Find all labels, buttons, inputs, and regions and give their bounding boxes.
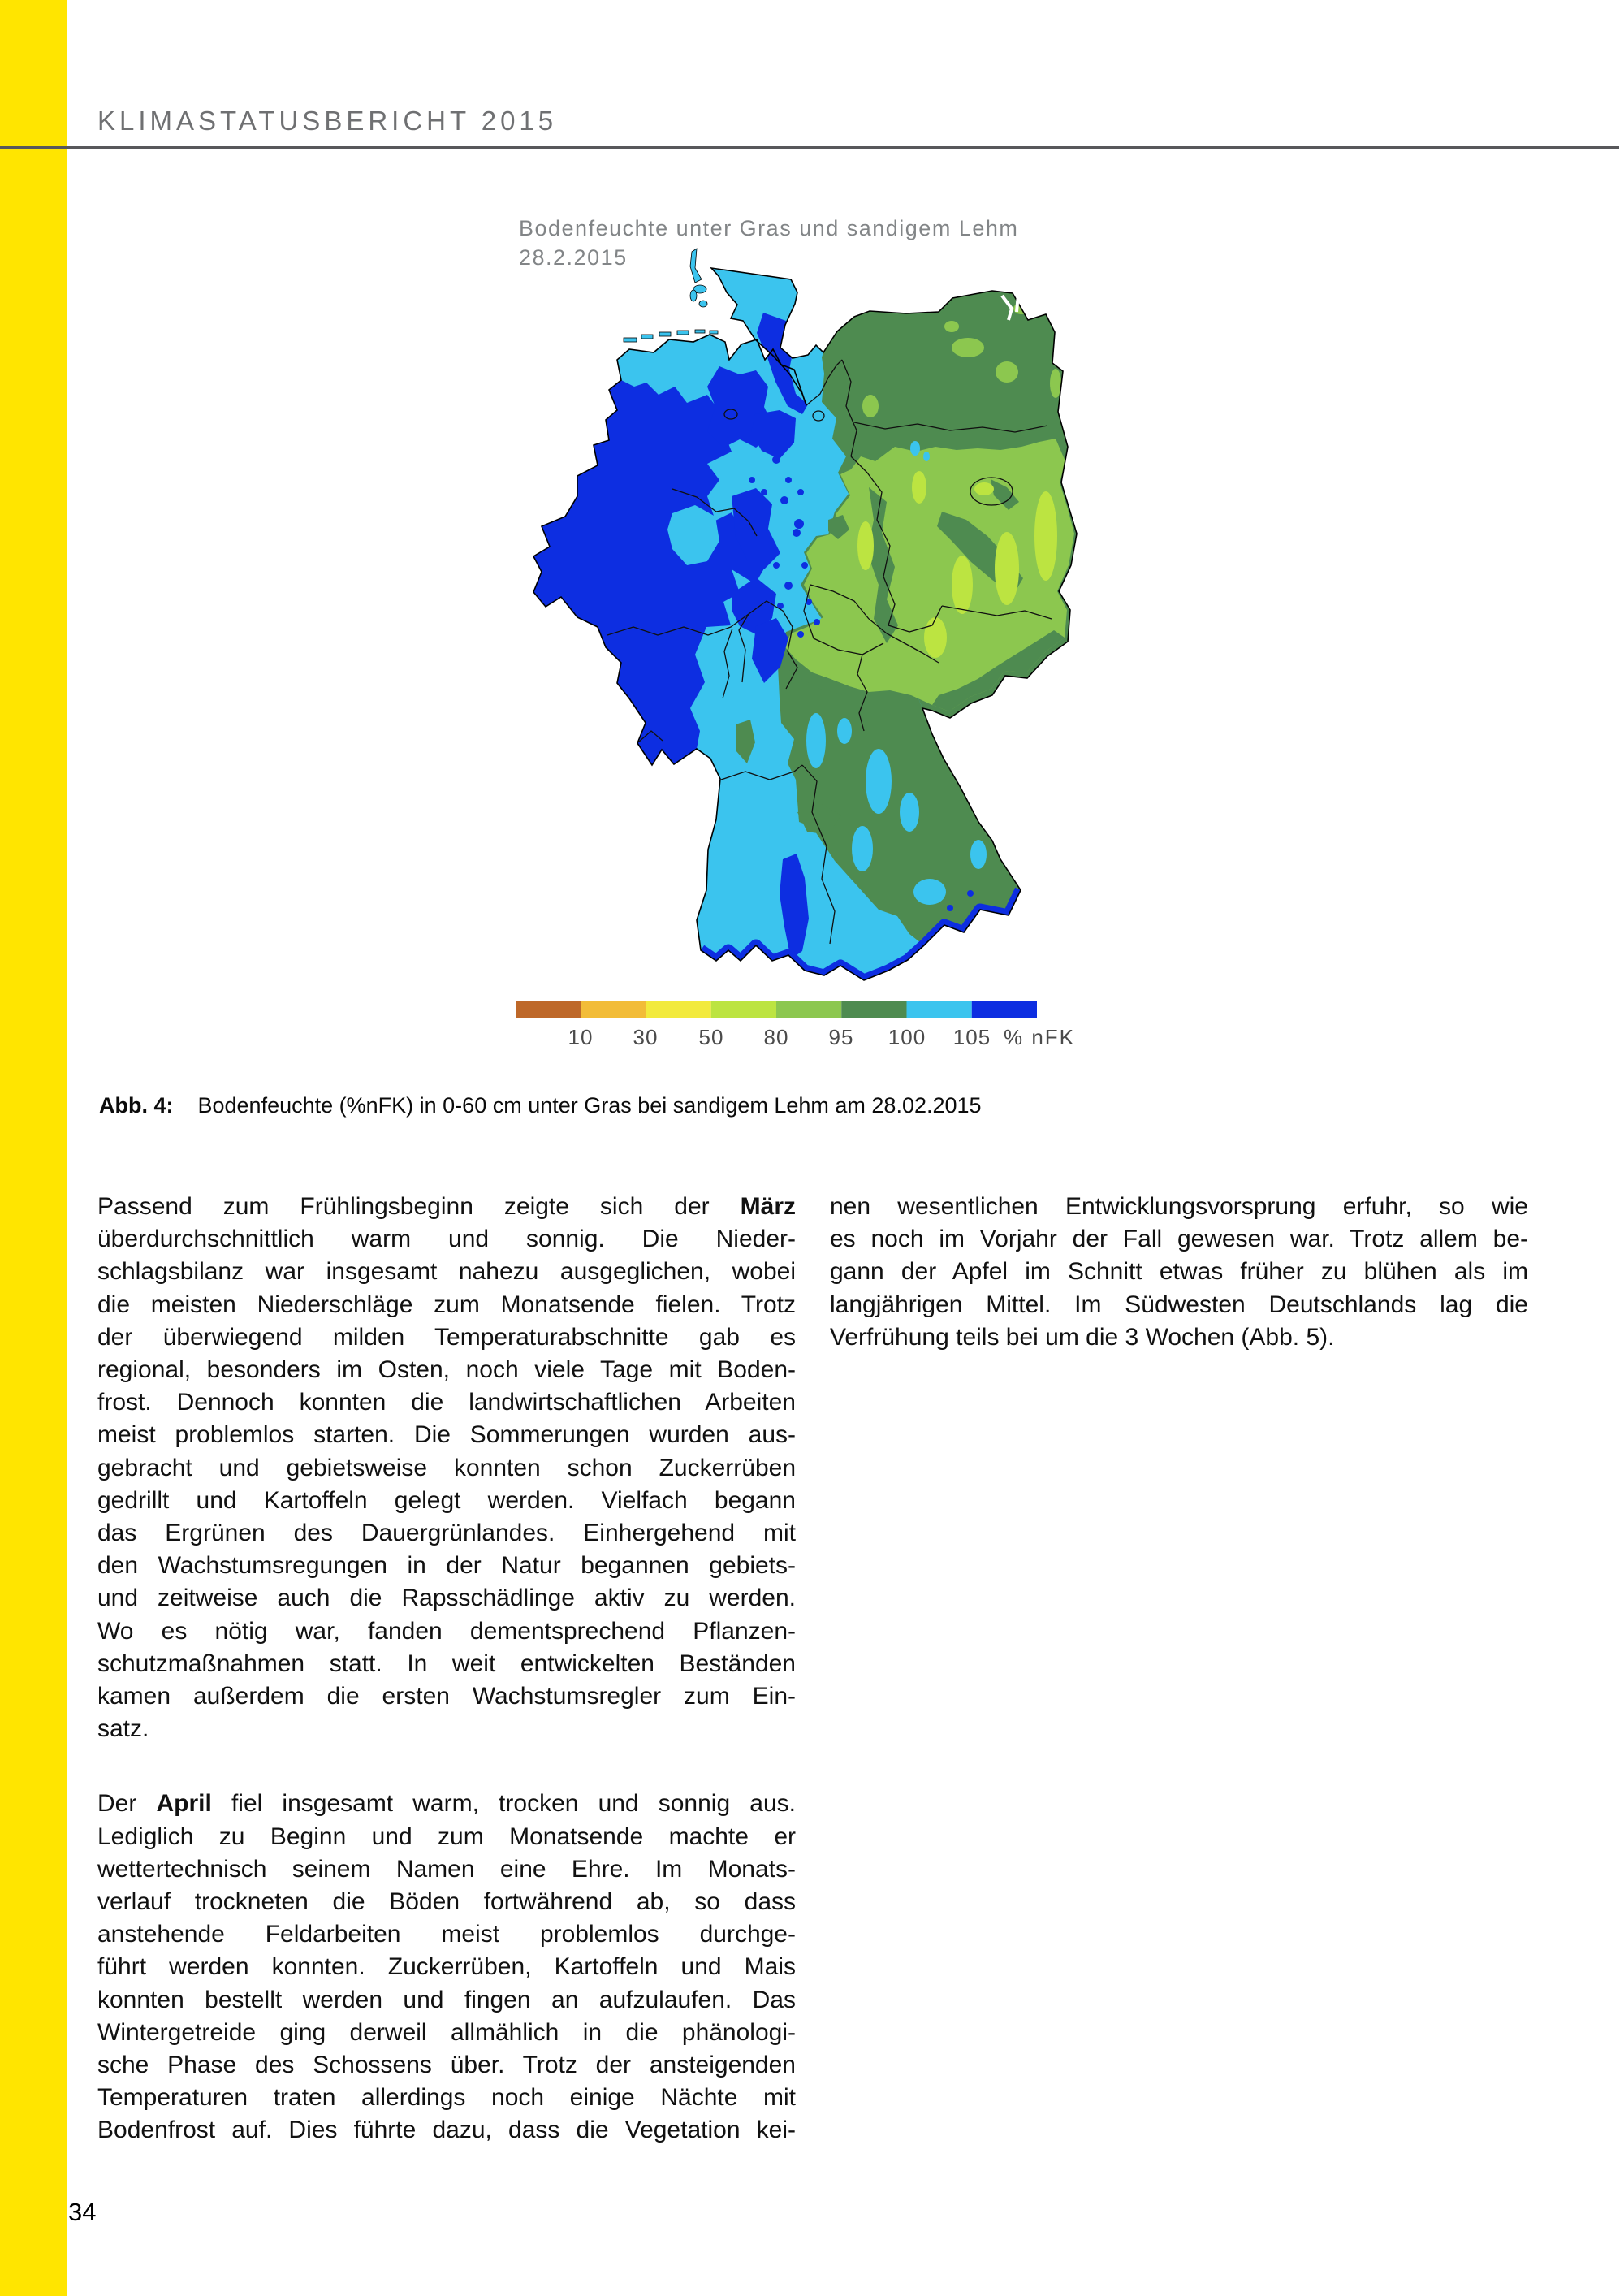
map-title-line1: Bodenfeuchte unter Gras und sandigem Lehm — [519, 216, 1019, 240]
legend-tick-label: 95 — [828, 1025, 854, 1049]
paragraph — [97, 1191, 796, 1745]
text-line: Lediglich zu Beginn und zum Monatsende machte er — [97, 1823, 796, 1850]
text-line: Temperaturen traten allerdings noch einige Nächte mit — [97, 2084, 796, 2112]
page-number: 34 — [68, 2198, 97, 2226]
text-line: wettertechnisch seinem Namen eine Ehre. Im Monats- — [97, 1855, 796, 1883]
text-line: führt werden konnten. Zuckerrüben, Kartoffeln und Mais — [97, 1953, 796, 1981]
germany-soil-moisture-map — [487, 244, 1104, 1049]
text-line: das Ergrünen des Dauergrünlandes. Einhergehend mit — [97, 1520, 796, 1547]
text-line: kamen außerdem die ersten Wachstumsregler zum Ein- — [97, 1683, 796, 1710]
legend-swatch — [711, 1001, 776, 1018]
figure-caption — [99, 1093, 982, 1118]
text-line: den Wachstumsregungen in der Natur begannen gebiets- — [97, 1552, 796, 1580]
text-line: satz. — [97, 1715, 149, 1743]
legend-swatch — [776, 1001, 841, 1018]
text-line: schutzmaßnahmen statt. In weit entwickelten Beständen — [97, 1650, 796, 1677]
text-line: Wo es nötig war, fanden dementsprechend Pflanzen- — [97, 1617, 796, 1645]
text-line: nen wesentlichen Entwicklungsvorsprung erfuhr, so wie — [830, 1193, 1528, 1220]
paragraph — [830, 1191, 1528, 1354]
text-line: frost. Dennoch konnten die landwirtschaftlichen Arbeiten — [97, 1389, 796, 1416]
legend-tick-label: 30 — [633, 1025, 659, 1049]
text-line: konnten bestellt werden und fingen an aufzulaufen. Das — [97, 1986, 796, 2013]
page-title: KLIMASTATUSBERICHT 2015 — [97, 106, 558, 136]
paragraph — [97, 1788, 796, 2147]
text-line: Verfrühung teils bei um die 3 Wochen (Abb. 5). — [830, 1323, 1335, 1351]
text-line: der überwiegend milden Temperaturabschnitte gab es — [97, 1323, 796, 1351]
text-line: schlagsbilanz war insgesamt nahezu ausgeglichen, wobei — [97, 1258, 796, 1286]
text-line: sche Phase des Schossens über. Trotz der ansteigenden — [97, 2052, 796, 2079]
legend-swatch — [972, 1001, 1037, 1018]
text-line: gebracht und gebietsweise konnten schon Zuckerrüben — [97, 1454, 796, 1481]
legend-tick-label: 50 — [698, 1025, 724, 1049]
legend-swatch — [516, 1001, 581, 1018]
text-line: Bodenfrost auf. Dies führte dazu, dass die Vegetation kei- — [97, 2117, 796, 2144]
legend-unit-label: % nFK — [1004, 1025, 1076, 1049]
text-line: anstehende Feldarbeiten meist problemlos durchge- — [97, 1921, 796, 1948]
accent-bar — [0, 0, 67, 2296]
text-line: gedrillt und Kartoffeln gelegt werden. Vielfach begann — [97, 1486, 796, 1514]
legend-tick-label: 105 — [952, 1025, 991, 1049]
legend-swatch — [646, 1001, 711, 1018]
text-line: überdurchschnittlich warm und sonnig. Die Nieder- — [97, 1226, 796, 1253]
legend-tick-label: 80 — [763, 1025, 789, 1049]
text-line: die meisten Niederschläge zum Monatsende fielen. Trotz — [97, 1291, 796, 1318]
text-line: verlauf trockneten die Böden fortwährend ab, so dass — [97, 1888, 796, 1916]
legend-swatch — [907, 1001, 972, 1018]
text-line: langjährigen Mittel. Im Südwesten Deutschlands lag die — [830, 1291, 1528, 1318]
text-line: regional, besonders im Osten, noch viele Tage mit Boden- — [97, 1356, 796, 1384]
map-title-line2: 28.2.2015 — [519, 245, 628, 270]
text-line: und zeitweise auch die Rapsschädlinge aktiv zu werden. — [97, 1585, 796, 1612]
legend-tick-label: 100 — [888, 1025, 926, 1049]
text-line: Passend zum Frühlingsbeginn zeigte sich der März — [97, 1193, 796, 1220]
caption-label: Abb. 4: — [99, 1093, 174, 1118]
text-line: es noch im Vorjahr der Fall gewesen war. Trotz allem be- — [830, 1226, 1528, 1253]
legend-swatch — [841, 1001, 906, 1018]
text-line: gann der Apfel im Schnitt etwas früher zu blühen als im — [830, 1258, 1528, 1286]
text-line: Wintergetreide ging derweil allmählich in die phänologi- — [97, 2018, 796, 2046]
header-rule — [0, 146, 1619, 149]
body-column-1 — [97, 1191, 796, 2147]
coastal-islands — [624, 249, 718, 342]
caption-text: Bodenfeuchte (%nFK) in 0-60 cm unter Gras bei sandigem Lehm am 28.02.2015 — [197, 1093, 982, 1118]
legend-tick-label: 10 — [568, 1025, 594, 1049]
map-legend — [516, 1001, 1075, 1049]
legend-swatch — [581, 1001, 646, 1018]
body-column-2 — [830, 1191, 1528, 1354]
text-line: meist problemlos starten. Die Sommerungen wurden aus- — [97, 1421, 796, 1449]
text-line: Der April fiel insgesamt warm, trocken und sonnig aus. — [97, 1790, 796, 1818]
